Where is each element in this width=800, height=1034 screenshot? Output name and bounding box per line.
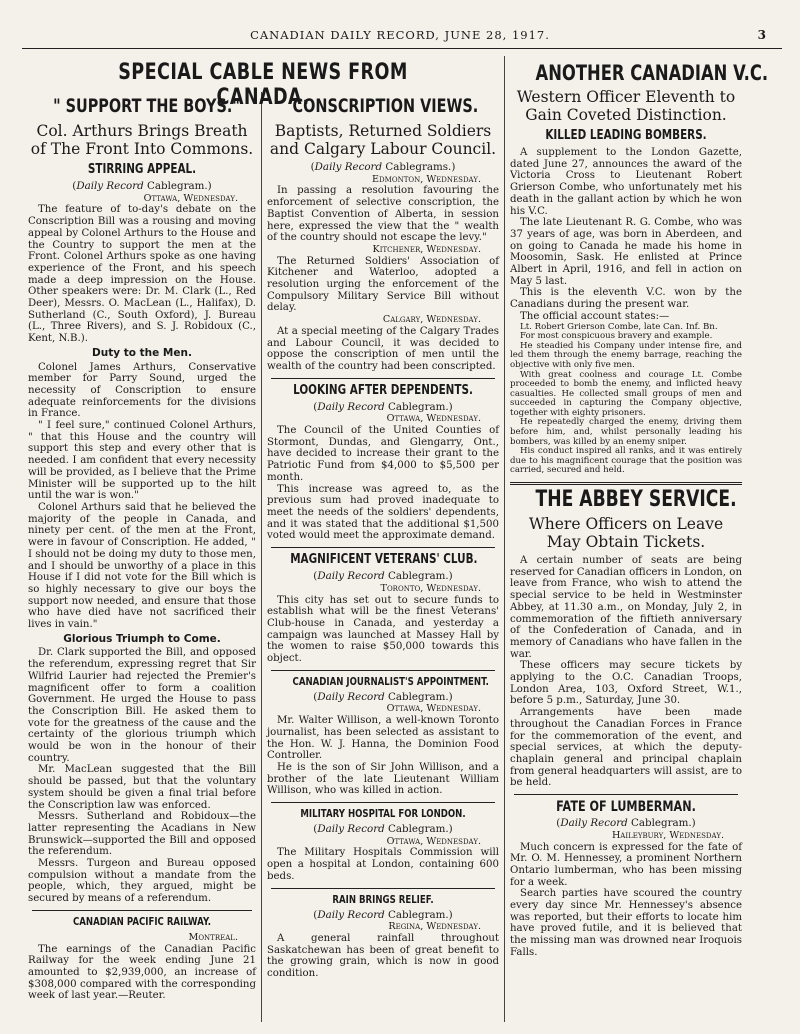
article-separator — [514, 794, 738, 795]
paragraph: The official account states:— — [520, 310, 670, 322]
paragraph: A general rainfall throughout Saskatchewan has been of great benefit to the growing grain, which is now in good condition. — [267, 932, 499, 980]
cable-credit: (Daily Record Cablegram.) — [313, 823, 453, 836]
dateline: Toronto, Wednesday. — [380, 582, 481, 594]
citation-line: His conduct inspired all ranks, and it was entirely due to his magnificent courage that the position was carried, secured and held. — [510, 446, 742, 476]
paragraph: Colonel James Arthurs, Conservative member for Parry Sound, urged the necessity of Conscription to ensure adequate reinforcements for the divisions in France. — [28, 361, 256, 420]
dateline: Ottawa, Wednesday. — [386, 703, 481, 715]
dateline: Montreal. — [188, 931, 238, 943]
article-headline-rain: RAIN BRINGS RELIEF. — [332, 892, 434, 906]
paragraph: Messrs. Turgeon and Bureau opposed compulsion without a mandate from the people, which, they argued, might be secured by means of a referendum. — [28, 858, 256, 905]
article-subhead: STIRRING APPEAL. — [87, 162, 197, 177]
paragraph: He is the son of Sir John Willison, and a brother of the late Lieutenant William Willison, who was killed in action. — [267, 761, 499, 797]
cable-credit: (Daily Record Cablegram.) — [313, 690, 453, 703]
paragraph: The Military Hospitals Commission will open a hospital at London, containing 600 beds. — [267, 847, 499, 882]
citation-line: For most conspicuous bravery and example. — [520, 331, 713, 342]
article-deck: Baptists, Returned Soldiers and Calgary Labour Council. — [269, 122, 497, 158]
paragraph: The earnings of the Canadian Pacific Railway for the week ending June 21 amounted to $2,939,000, an increase of $308,000 compared with the corresponding week of last year.—Reuter. — [28, 943, 256, 1002]
article-subhead: KILLED LEADING BOMBERS. — [545, 128, 707, 143]
paragraph: In passing a resolution favouring the enforcement of selective conscription, the Baptist Convention of Alberta, in session here, expressed the view that the " wealth of the country should not escape the levy." — [267, 185, 499, 244]
paragraph: This city has set out to secure funds to establish what will be the finest Veterans' Club-house in Canada, and yesterday a campaign was launched at Massey Hall by the women to raise $50,000 towards this object. — [267, 594, 499, 665]
paragraph: A supplement to the London Gazette, dated June 27, announces the award of the Victoria Cross to Lieutenant Robert Grierson Combe, who unfortunately met his death in the gallant action by which he won his V.C. — [510, 147, 742, 217]
article-headline: " SUPPORT THE BOYS." — [53, 96, 240, 117]
paragraph: This is the eleventh V.C. won by the Canadians during the present war. — [510, 287, 742, 311]
section-subhead: Duty to the Men. — [92, 346, 192, 359]
paragraph: These officers may secure tickets by applying to the O.C. Canadian Troops, London Area, 103, Oxford Street, W.1., before 5 p.m., Saturday, June 30. — [510, 660, 742, 707]
article-headline-lumberman: FATE OF LUMBERMAN. — [556, 799, 696, 816]
paragraph: Arrangements have been made throughout the Canadian Forces in France for the commemoration of the event, and special services, at which the deputy-chaplain general and principal chaplain from general headquarters will assist, are to be held. — [510, 707, 742, 789]
cable-credit: (Daily Record Cablegram.) — [556, 817, 696, 830]
page-banner: SPECIAL CABLE NEWS FROM CANADA. — [118, 60, 408, 110]
column-rule-1 — [261, 92, 262, 1022]
dateline: Edmonton, Wednesday. — [372, 173, 481, 185]
article-headline-abbey: THE ABBEY SERVICE. — [535, 487, 737, 513]
page-number: 3 — [757, 28, 766, 42]
paragraph: " I feel sure," continued Colonel Arthurs, " that this House and the country will support this step and every other that is needed. I am confident that every necessity will be provided, as I believe that the Prime Minister will be supported up to the hilt until the war is won." — [28, 420, 256, 502]
article-deck: Col. Arthurs Brings Breath of The Front Into Commons. — [30, 122, 254, 158]
paragraph: A certain number of seats are being reserved for Canadian officers in London, on leave from France, who wish to attend the special service to be held in Westminster Abbey, at 11.30 a.m., on Monday, July 2, in commemoration of the fiftieth anniversary of the Confederation of Canada, and in memory of Canadians who have fallen in the war. — [510, 555, 742, 660]
citation-line: With great coolness and courage Lt. Combe proceeded to bomb the enemy, and inflicted heavy casualties. He collected small groups of men and succeeded in capturing the Company objective, together with eighty prisoners. — [510, 369, 742, 418]
column-2 — [267, 94, 499, 1024]
citation-line: He steadied his Company under intense fire, and led them through the enemy barrage, reaching the objective with only five men. — [510, 340, 742, 370]
article-separator — [510, 482, 742, 485]
column-3 — [510, 58, 769, 1028]
header-rule — [22, 48, 782, 49]
article-headline-railway: CANADIAN PACIFIC RAILWAY. — [72, 914, 212, 928]
article-separator — [271, 888, 495, 889]
masthead-line: CANADIAN DAILY RECORD, JUNE 28, 1917. — [250, 28, 550, 42]
running-header — [0, 28, 800, 50]
article-headline: ANOTHER CANADIAN V.C. — [535, 61, 769, 85]
citation-line: Lt. Robert Grierson Combe, late Can. Inf. Bn. — [520, 321, 718, 332]
paragraph: The Returned Soldiers' Association of Kitchener and Waterloo, adopted a resolution urging the enforcement of the Compulsory Military Service Bill without delay. — [267, 255, 499, 314]
article-headline-hospital: MILITARY HOSPITAL FOR LONDON. — [300, 807, 466, 821]
paragraph: Mr. Walter Willison, a well-known Toronto journalist, has been selected as assistant to the Hon. W. J. Hanna, the Dominion Food Controller. — [267, 715, 499, 762]
article-separator — [271, 802, 495, 803]
column-1 — [28, 94, 256, 1024]
article-deck: Western Officer Eleventh to Gain Coveted Distinction. — [516, 88, 736, 124]
cable-credit: (Daily Record Cablegram.) — [313, 908, 453, 921]
citation-line: He repeatedly charged the enemy, driving them before him, and, whilst personally leading his bombers, was killed by an enemy sniper. — [510, 417, 742, 447]
article-deck: Where Officers on Leave May Obtain Tickets. — [528, 515, 724, 552]
paragraph: The Council of the United Counties of Stormont, Dundas, and Glengarry, Ont., have decided to increase their grant to the Patriotic Fund from $4,000 to $5,500 per month. — [267, 425, 499, 483]
cable-credit: (Daily Record Cablegram.) — [313, 570, 453, 583]
article-separator — [271, 547, 495, 548]
paragraph: The feature of to-day's debate on the Conscription Bill was a rousing and moving appeal by Colonel Arthurs to the House and the Country to support the men at the Front. Colonel Arthurs spoke as one having experience of the Front, and his speech made a deep impression on the House. Other speakers were: Dr. M. Clark (L., Red Deer), Messrs. O. MacLean (L., Halifax), D. Sutherland (C., South Oxford), J. Bureau (L., Three Rivers), and S. J. Robidoux (C., Kent, N.B.). — [28, 204, 256, 345]
cable-credit: (Daily Record Cablegram.) — [72, 180, 212, 192]
dateline: Kitchener, Wednesday. — [372, 243, 481, 255]
article-headline-veterans: MAGNIFICENT VETERANS' CLUB. — [290, 552, 478, 568]
article-separator — [271, 378, 495, 379]
cable-credit: (Daily Record Cablegram.) — [313, 400, 453, 413]
paragraph: Mr. MacLean suggested that the Bill should be passed, but that the voluntary system should be given a final trial before the Conscription law was enforced. — [28, 764, 256, 811]
article-headline-dependents: LOOKING AFTER DEPENDENTS. — [293, 382, 473, 398]
column-rule-2 — [504, 56, 505, 1022]
paragraph: Dr. Clark supported the Bill, and opposed the referendum, expressing regret that Sir Wilfrid Laurier had rejected the Premier's magnificent offer to form a coalition Government. He urged the House to pass the Conscription Bill. He asked them to vote for the greatness of the cause and the certainty of the glorious triumph which would be won in the honour of their country. — [28, 647, 256, 764]
dateline: Ottawa, Wednesday. — [386, 835, 481, 847]
paragraph: The late Lieutenant R. G. Combe, who was 37 years of age, was born in Aberdeen, and on going to Canada he made his home in Moosomin, Sask. He enlisted at Prince Albert in April, 1916, and fell in action on May 5 last. — [510, 217, 742, 287]
dateline: Ottawa, Wednesday. — [386, 413, 481, 425]
paragraph: This increase was agreed to, as the previous sum had proved inadequate to meet the needs of the soldiers' dependents, and it was stated that the additional $1,500 voted would meet the approximate demand. — [267, 483, 499, 542]
paragraph: Messrs. Sutherland and Robidoux—the latter representing the Acadians in New Brunswick—supported the Bill and opposed the referendum. — [28, 811, 256, 858]
article-separator — [271, 670, 495, 671]
cable-credit: (Daily Record Cablegrams.) — [310, 161, 456, 173]
paragraph: Colonel Arthurs said that he believed the majority of the people in Canada, and ninety per cent. of the men at the Front, were in favour of Conscription. He added, " I should not be doing my duty to those men, and I should be unworthy of a place in this House if I did not vote for the Bill which is so highly necessary to give our boys the support now needed, and ensure that those who have died have not sacrificed their lives in vain." — [28, 501, 256, 631]
section-subhead: Glorious Triumph to Come. — [63, 632, 221, 645]
paragraph: At a special meeting of the Calgary Trades and Labour Council, it was decided to oppose the conscription of men until the wealth of the country had been conscripted. — [267, 325, 499, 372]
dateline: Haileybury, Wednesday. — [611, 829, 724, 841]
dateline: Ottawa, Wednesday. — [143, 192, 238, 204]
paragraph: Search parties have scoured the country every day since Mr. Hennessey's absence was reported, but their efforts to locate him have proved futile, and it is believed that the missing man was drowned near Iroquois Falls. — [510, 888, 742, 958]
dateline: Regina, Wednesday. — [388, 921, 481, 933]
dateline: Calgary, Wednesday. — [382, 314, 481, 326]
article-headline-journalist: CANADIAN JOURNALIST'S APPOINTMENT. — [292, 674, 489, 688]
paragraph: Much concern is expressed for the fate of Mr. O. M. Hennessey, a prominent Northern Ontario lumberman, who has been missing for a week. — [510, 841, 742, 888]
article-separator — [32, 910, 252, 911]
article-headline: CONSCRIPTION VIEWS. — [292, 96, 479, 117]
